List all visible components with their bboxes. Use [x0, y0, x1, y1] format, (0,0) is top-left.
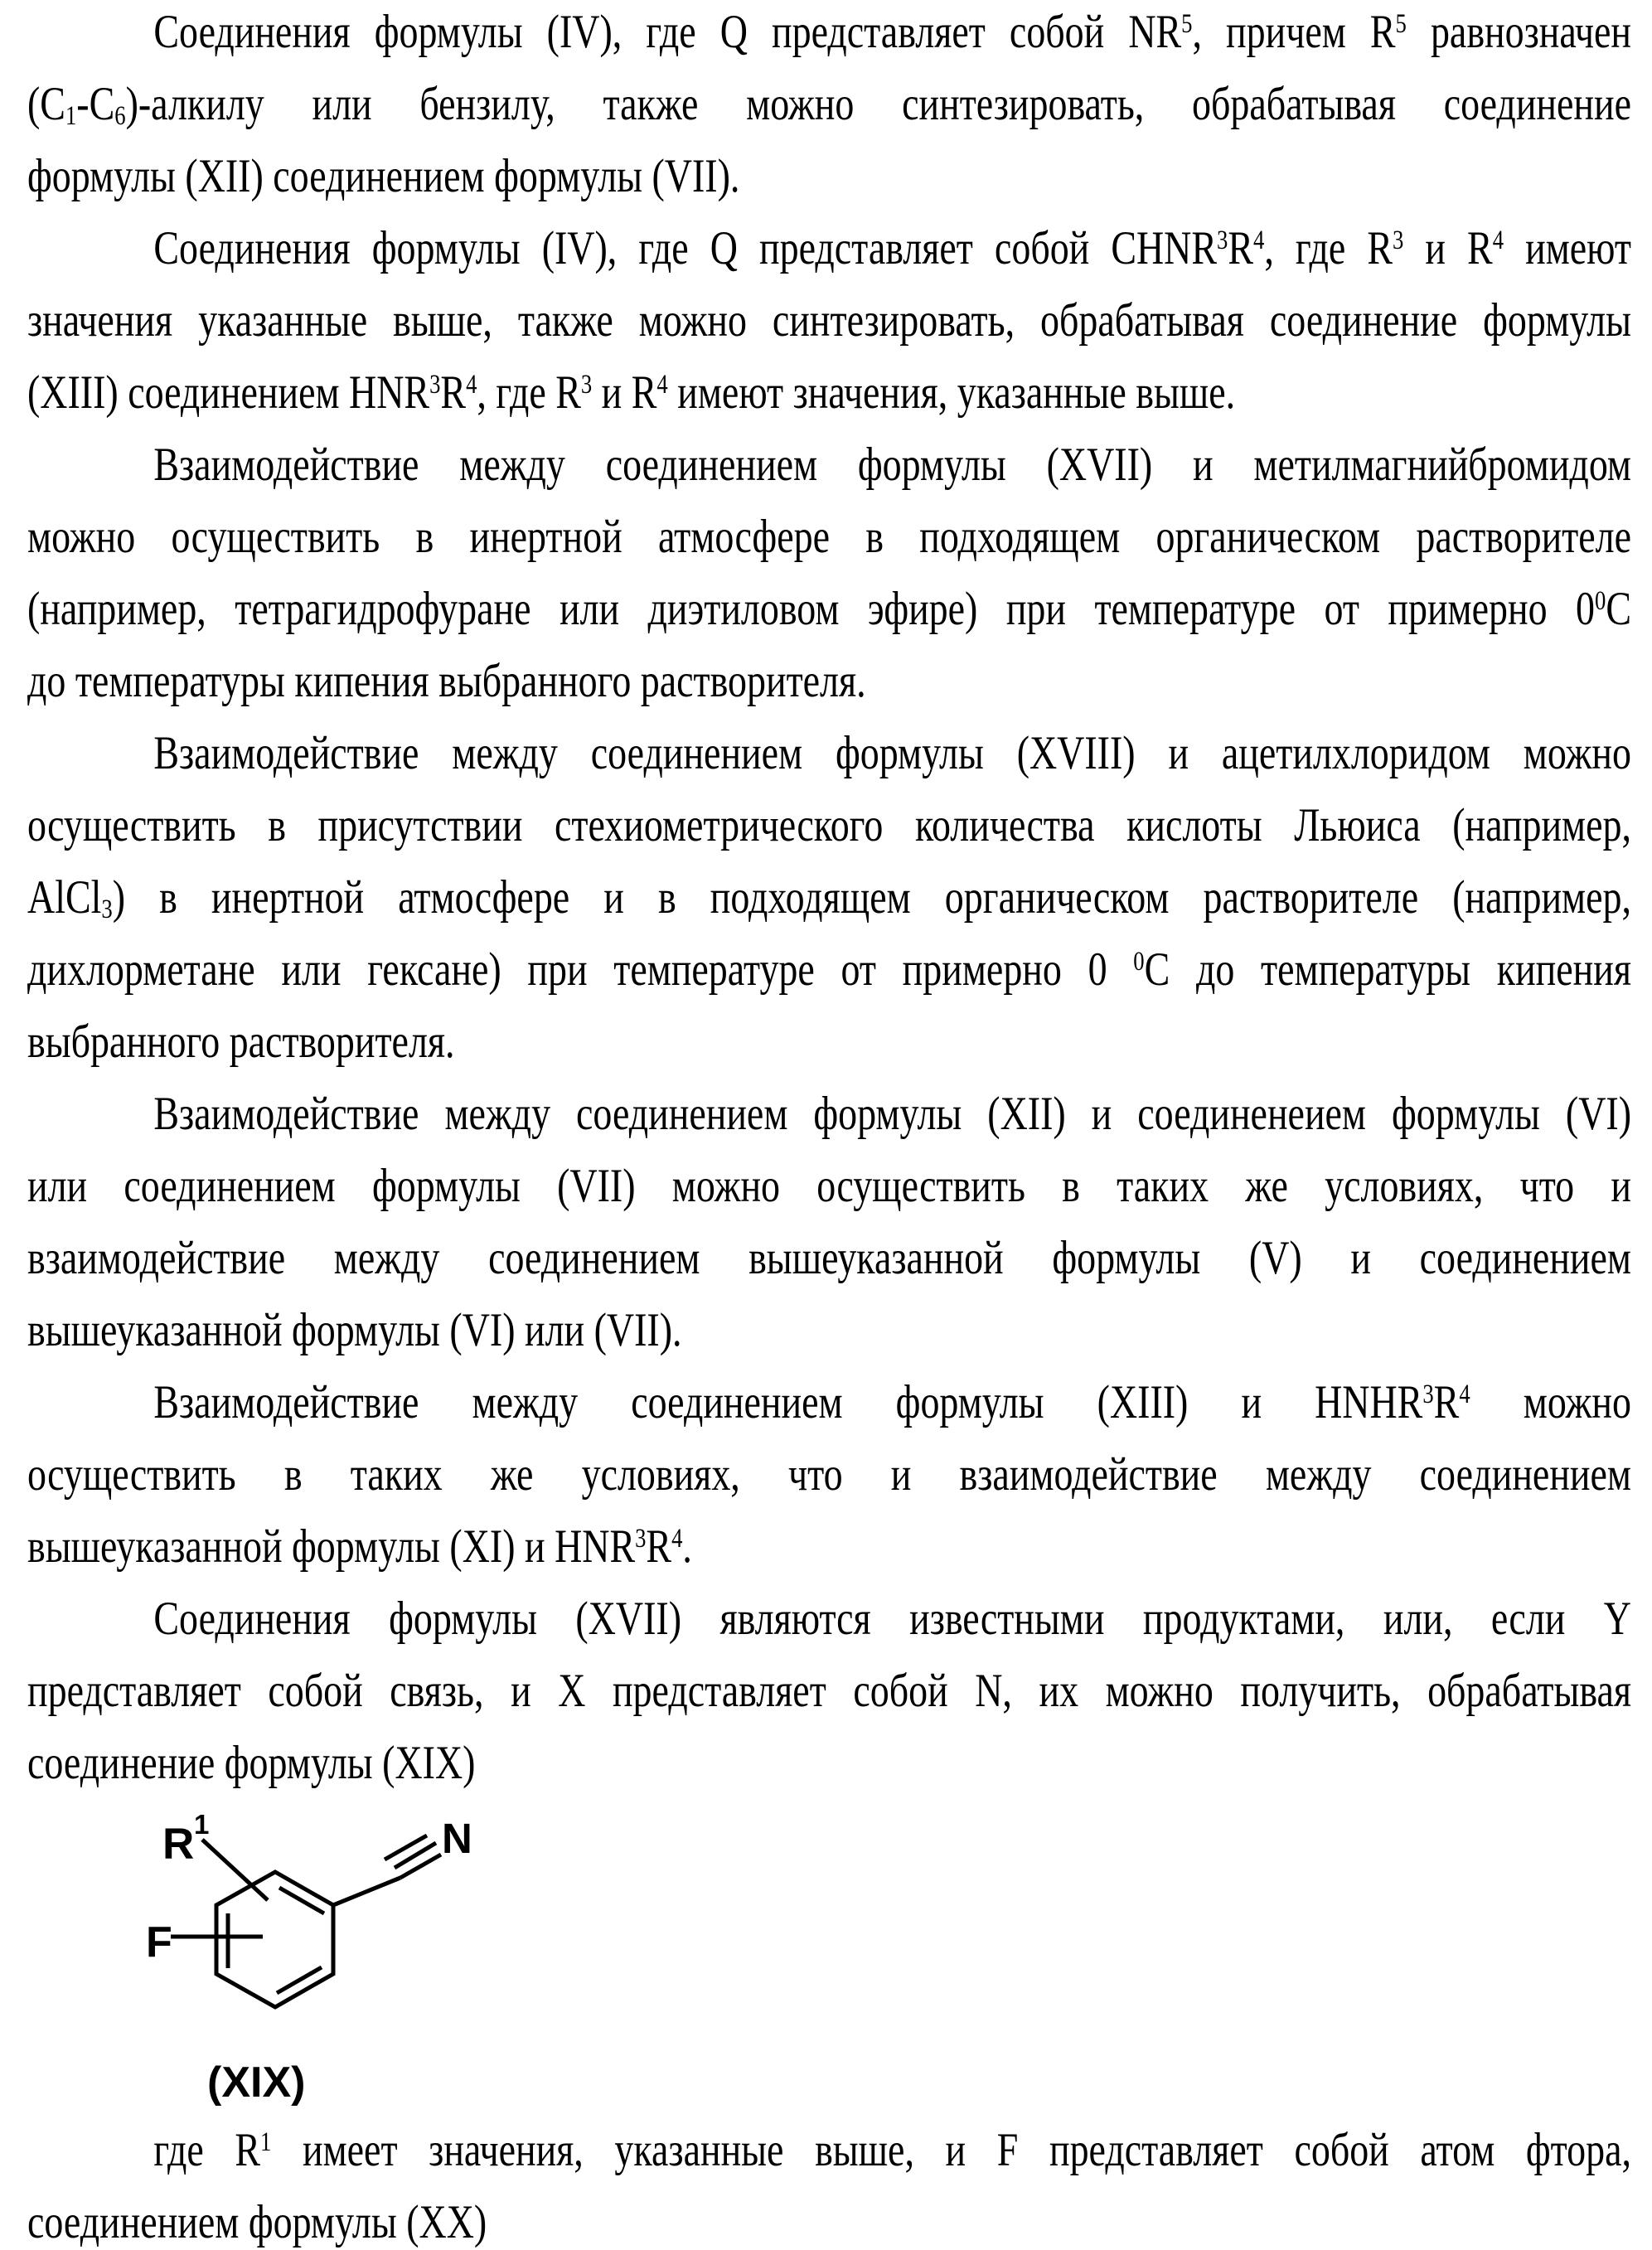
text-line: до температуры кипения выбранного растворителя.	[27, 655, 866, 707]
n-label: N	[442, 1815, 472, 1862]
text-line: $(C_1-C_6)$-алкилу или бензилу, также можно синтезировать, обрабатывая соединение	[27, 78, 1631, 131]
text-line: (например, тетрагидрофуране или диэтиловом эфире) при температуре от примерно $0^0С$	[27, 583, 1631, 635]
benzene-hexagon	[216, 1872, 333, 2007]
text-line: взаимодействие между соединением вышеуказанной формулы (V) и соединением	[27, 1232, 1631, 1284]
text-line: значения указанные выше, также можно синтезировать, обрабатывая соединение формулы	[27, 294, 1631, 347]
r1-bond	[202, 1840, 268, 1900]
text-line: где $R^1$ имеет значения, указанные выше, и F представляет собой атом фтора,	[153, 2124, 1631, 2176]
text-line: Соединения формулы (IV), где Q представляет собой $NR^5$, причем $R^5$ равнозначен	[153, 6, 1631, 58]
text-line: осуществить в таких же условиях, что и взаимодействие между соединением	[27, 1448, 1631, 1501]
text-line: вышеуказанной формулы (XI) и $HNR^3R^4$.	[27, 1520, 692, 1573]
text-line: Взаимодействие между соединением формулы (XVIII) и ацетилхлоридом можно	[153, 727, 1631, 779]
text-line: представляет собой связь, и X представляет собой N, их можно получить, обрабатывая	[27, 1665, 1631, 1717]
text-line: соединением формулы (XX)	[27, 2196, 487, 2248]
text-line: или соединением формулы (VII) можно осуществить в таких же условиях, что и	[27, 1160, 1631, 1212]
benzene-ring	[216, 1872, 333, 2007]
nitrile-triple-line-3	[385, 1835, 427, 1860]
text-line: выбранного растворителя.	[27, 1016, 455, 1068]
nitrile-triple-line-2	[395, 1843, 436, 1868]
text-line: (XIII) соединением $HNR^3R^4$, где $R^3$ и $R^4$ имеют значения, указанные выше.	[27, 366, 1236, 419]
closing-text-column	[27, 2114, 1631, 2250]
text-line: AlCl$_3$) в инертной атмосфере и в подходящем органическом растворителе (например,	[27, 871, 1631, 924]
text-line: формулы (XII) соединением формулы (VII).	[27, 150, 740, 202]
text-line: соединение формулы (XIX)	[27, 1737, 476, 1789]
nitrile-group	[333, 1835, 441, 1905]
r1-superscript: 1	[194, 1809, 210, 1840]
text-line: осуществить в присутствии стехиометрического количества кислоты Льюиса (например,	[27, 799, 1631, 851]
nitrile-triple-line-1	[400, 1855, 441, 1878]
text-line: Взаимодействие между соединением формулы (XVII) и метилмагнийбромидом	[153, 439, 1631, 491]
text-line: вышеуказанной формулы (VI) или (VII).	[27, 1304, 682, 1356]
text-line: дихлорметане или гексане) при температуре от примерно 0 $^0$С до температуры кипения	[27, 943, 1631, 996]
main-text-column	[27, 0, 1631, 1799]
nitrile-bond	[333, 1878, 400, 1905]
text-line: Взаимодействие между соединением формулы (XII) и соединенеием формулы (VI)	[153, 1088, 1631, 1140]
text-line: Взаимодействие между соединением формулы (XIII) и $HNHR^3R^4$ можно	[153, 1376, 1631, 1428]
text-line: Соединения формулы (XVII) являются известными продуктами, или, если Y	[153, 1593, 1631, 1645]
r1-label: R	[162, 1820, 195, 1869]
structure-caption-xix: (XIX)	[207, 2058, 306, 2107]
text-line: можно осуществить в инертной атмосфере в подходящем органическом растворителе	[27, 511, 1631, 563]
chemical-structure-xix	[124, 1799, 522, 2056]
double-bond-top-right	[279, 1888, 324, 1913]
double-bond-bottom-right	[277, 1967, 322, 1993]
text-line: Соединения формулы (IV), где Q представляет собой $CHNR^3R^4$, где $R^3$ и $R^4$ имеют	[153, 222, 1631, 274]
f-label: F	[146, 1918, 172, 1966]
